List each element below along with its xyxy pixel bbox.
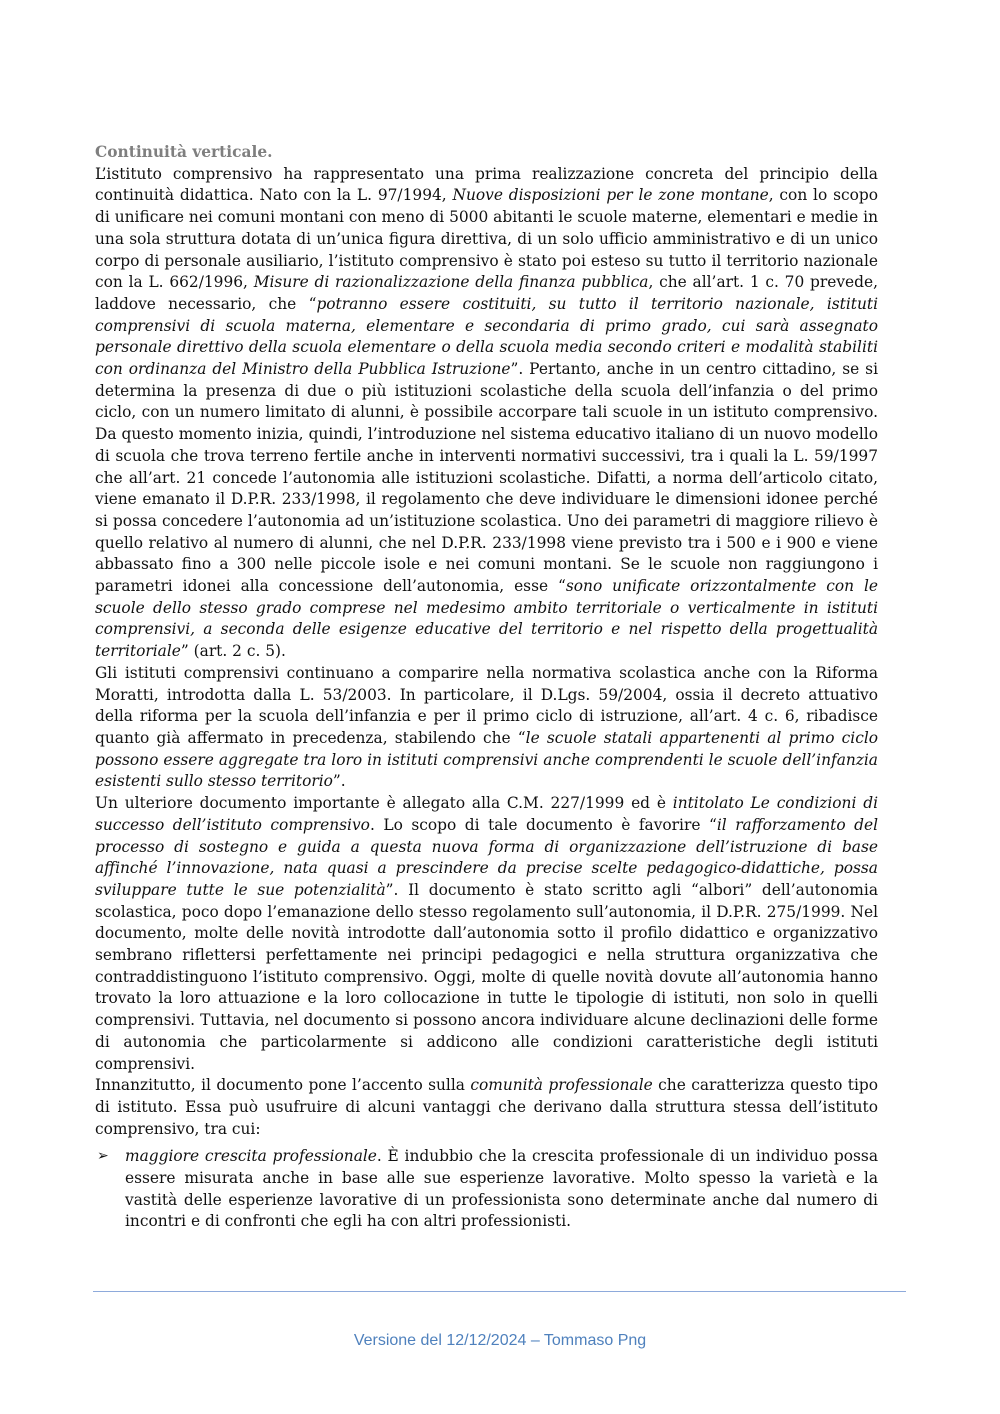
italic-run-3: Misure di razionalizzazione della finanza pubblica xyxy=(253,273,649,292)
italic-run-1: intitolato Le condizioni di successo dell’istituto comprensivo xyxy=(95,794,878,834)
document-body xyxy=(95,142,878,1233)
footer-version-text: Versione del 12/12/2024 – Tommaso Png xyxy=(353,1332,647,1349)
text-run-0: Un ulteriore documento importante è allegato alla C.M. 227/1999 ed è xyxy=(95,794,673,813)
section-heading: Continuità verticale. xyxy=(95,143,273,161)
paragraph-3 xyxy=(95,793,878,1075)
text-run-4: , che all’art. 1 c. 70 prevede, laddove necessario, che “ xyxy=(95,273,879,313)
text-run-1: . È indubbio che la crescita professionale di un individuo possa essere misurata anche in base alle sue esperienze lavorative. Molto spesso la varietà e la vastità delle esperienze lavorative di un professionista sono determinate anche dal numero di incontri e di confronti che egli ha con altri professionisti. xyxy=(125,1147,878,1231)
text-run-2: . Lo scopo di tale documento è favorire “ xyxy=(369,815,717,834)
italic-run-3: il rafforzamento del processo di sostegno e guida a questa nuova forma di organizzazione dell’istruzione di base affinché l’innovazione, nata quasi a prescindere da precise scelte pedagogico-didattiche, possa sviluppare tutte le sue potenzialità xyxy=(95,815,879,899)
text-run-6: ”. Pertanto, anche in un centro cittadino, se si determina la presenza di due o più istituzioni scolastiche della scuola dell’infanzia o del primo ciclo, con un numero limitato di alunni, è possibile accorpare tali scuole in un istituto comprensivo. Da questo momento inizia, quindi, l’introduzione nel sistema educativo italiano di un nuovo modello di scuola che trova terreno fertile anche in interventi normativi successivi, tra i quali la L. 59/1997 che all’art. 21 concede l’autonomia alle istituzioni scolastiche. Difatti, a norma dell’articolo citato, viene emanato il D.P.R. 233/1998, il regolamento che deve individuare le dimensioni idonee perché si possa concedere l’autonomia ad un’istituzione scolastica. Uno dei parametri di maggiore rilievo è quello relativo al numero di alunni, che nel D.P.R. 233/1998 viene previsto tra i 500 e i 900 e viene abbassato fino a 300 nelle piccole isole e nei comuni montani. Se le scuole non raggiungono i parametri idonei alla concessione dell’autonomia, esse “ xyxy=(95,360,878,596)
footer-divider xyxy=(93,1291,906,1292)
italic-run-5: potranno essere costituiti, su tutto il territorio nazionale, istituti comprensivi di scuola materna, elementare e secondaria di primo grado, cui sarà assegnato personale direttivo della scuola elementare o della scuola media secondo criteri e modalità stabiliti con ordinanza del Ministro della Pubblica Istruzione xyxy=(95,294,878,379)
italic-run-1: comunità professionale xyxy=(470,1076,653,1095)
bullet-text xyxy=(125,1146,878,1233)
text-run-2: che caratterizza questo tipo di istituto. Essa può usufruire di alcuni vantaggi che derivano dalla struttura stessa dell’istituto comprensivo, tra cui: xyxy=(95,1076,878,1138)
paragraph-2 xyxy=(95,663,878,793)
italic-run-1: le scuole statali appartenenti al primo ciclo possono essere aggregate tra loro in istituti comprensivi anche comprendenti le scuole dell’infanzia esistenti sullo stesso territorio xyxy=(95,728,879,791)
paragraph-4 xyxy=(95,1075,878,1140)
text-run-2: , con lo scopo di unificare nei comuni montani con meno di 5000 abitanti le scuole materne, elementari e medie in una sola struttura dotata di un’unica figura direttiva, di un solo ufficio amministrativo e di un unico corpo di personale ausiliario, l’istituto comprensivo è stato poi esteso su tutto il territorio nazionale con la L. 662/1996, xyxy=(95,186,878,292)
text-run-2: ”. xyxy=(332,772,346,791)
italic-run-7: sono unificate orizzontalmente con le scuole dello stesso grado comprese nel medesimo ambito territoriale o verticalmente in istituti comprensivi, a seconda delle esigenze educative del territorio e nel rispetto della progettualità territoriale xyxy=(95,577,878,661)
text-run-0: L’istituto comprensivo ha rappresentato una prima realizzazione concreta del principio della continuità didattica. Nato con la L. 97/1994, xyxy=(95,164,878,205)
text-run-0: Gli istituti comprensivi continuano a comparire nella normativa scolastica anche con la Riforma Moratti, introdotta dalla L. 53/2003. In particolare, il D.Lgs. 59/2004, ossia il decreto attuativo della riforma per la scuola dell’infanzia e per il primo ciclo di istruzione, all’art. 4 c. 6, ribadisce quanto già affermato in precedenza, stabilendo che “ xyxy=(95,663,878,747)
bullet-list-item xyxy=(95,1146,878,1233)
italic-run-0: maggiore crescita professionale xyxy=(125,1147,377,1166)
paragraph-1 xyxy=(95,164,878,663)
text-run-4: ”. Il documento è stato scritto agli “albori” dell’autonomia scolastica, poco dopo l’emanazione dello stesso regolamento sull’autonomia, il D.P.R. 275/1999. Nel documento, molte delle novità introdotte dall’autonomia sotto il profilo didattico e organizzativo sembrano riflettersi perfettamente nei principi pedagogici e nella struttura organizzativa che contraddistinguono l’istituto comprensivo. Oggi, molte di quelle novità dovute all’autonomia hanno trovato la loro attuazione e la loro collocazione in tutte le tipologie di istituti, non solo in quelli comprensivi. Tuttavia, nel documento si possono ancora individuare alcune declinazioni delle forme di autonomia che particolarmente si addicono alle condizioni caratteristiche degli istituti comprensivi. xyxy=(95,880,878,1073)
text-run-8: ” (art. 2 c. 5). xyxy=(180,642,286,661)
text-run-0: Innanzitutto, il documento pone l’accento sulla xyxy=(95,1076,471,1095)
arrowhead-bullet-icon: ➢ xyxy=(97,1148,109,1165)
italic-run-1: Nuove disposizioni per le zone montane xyxy=(452,186,769,205)
